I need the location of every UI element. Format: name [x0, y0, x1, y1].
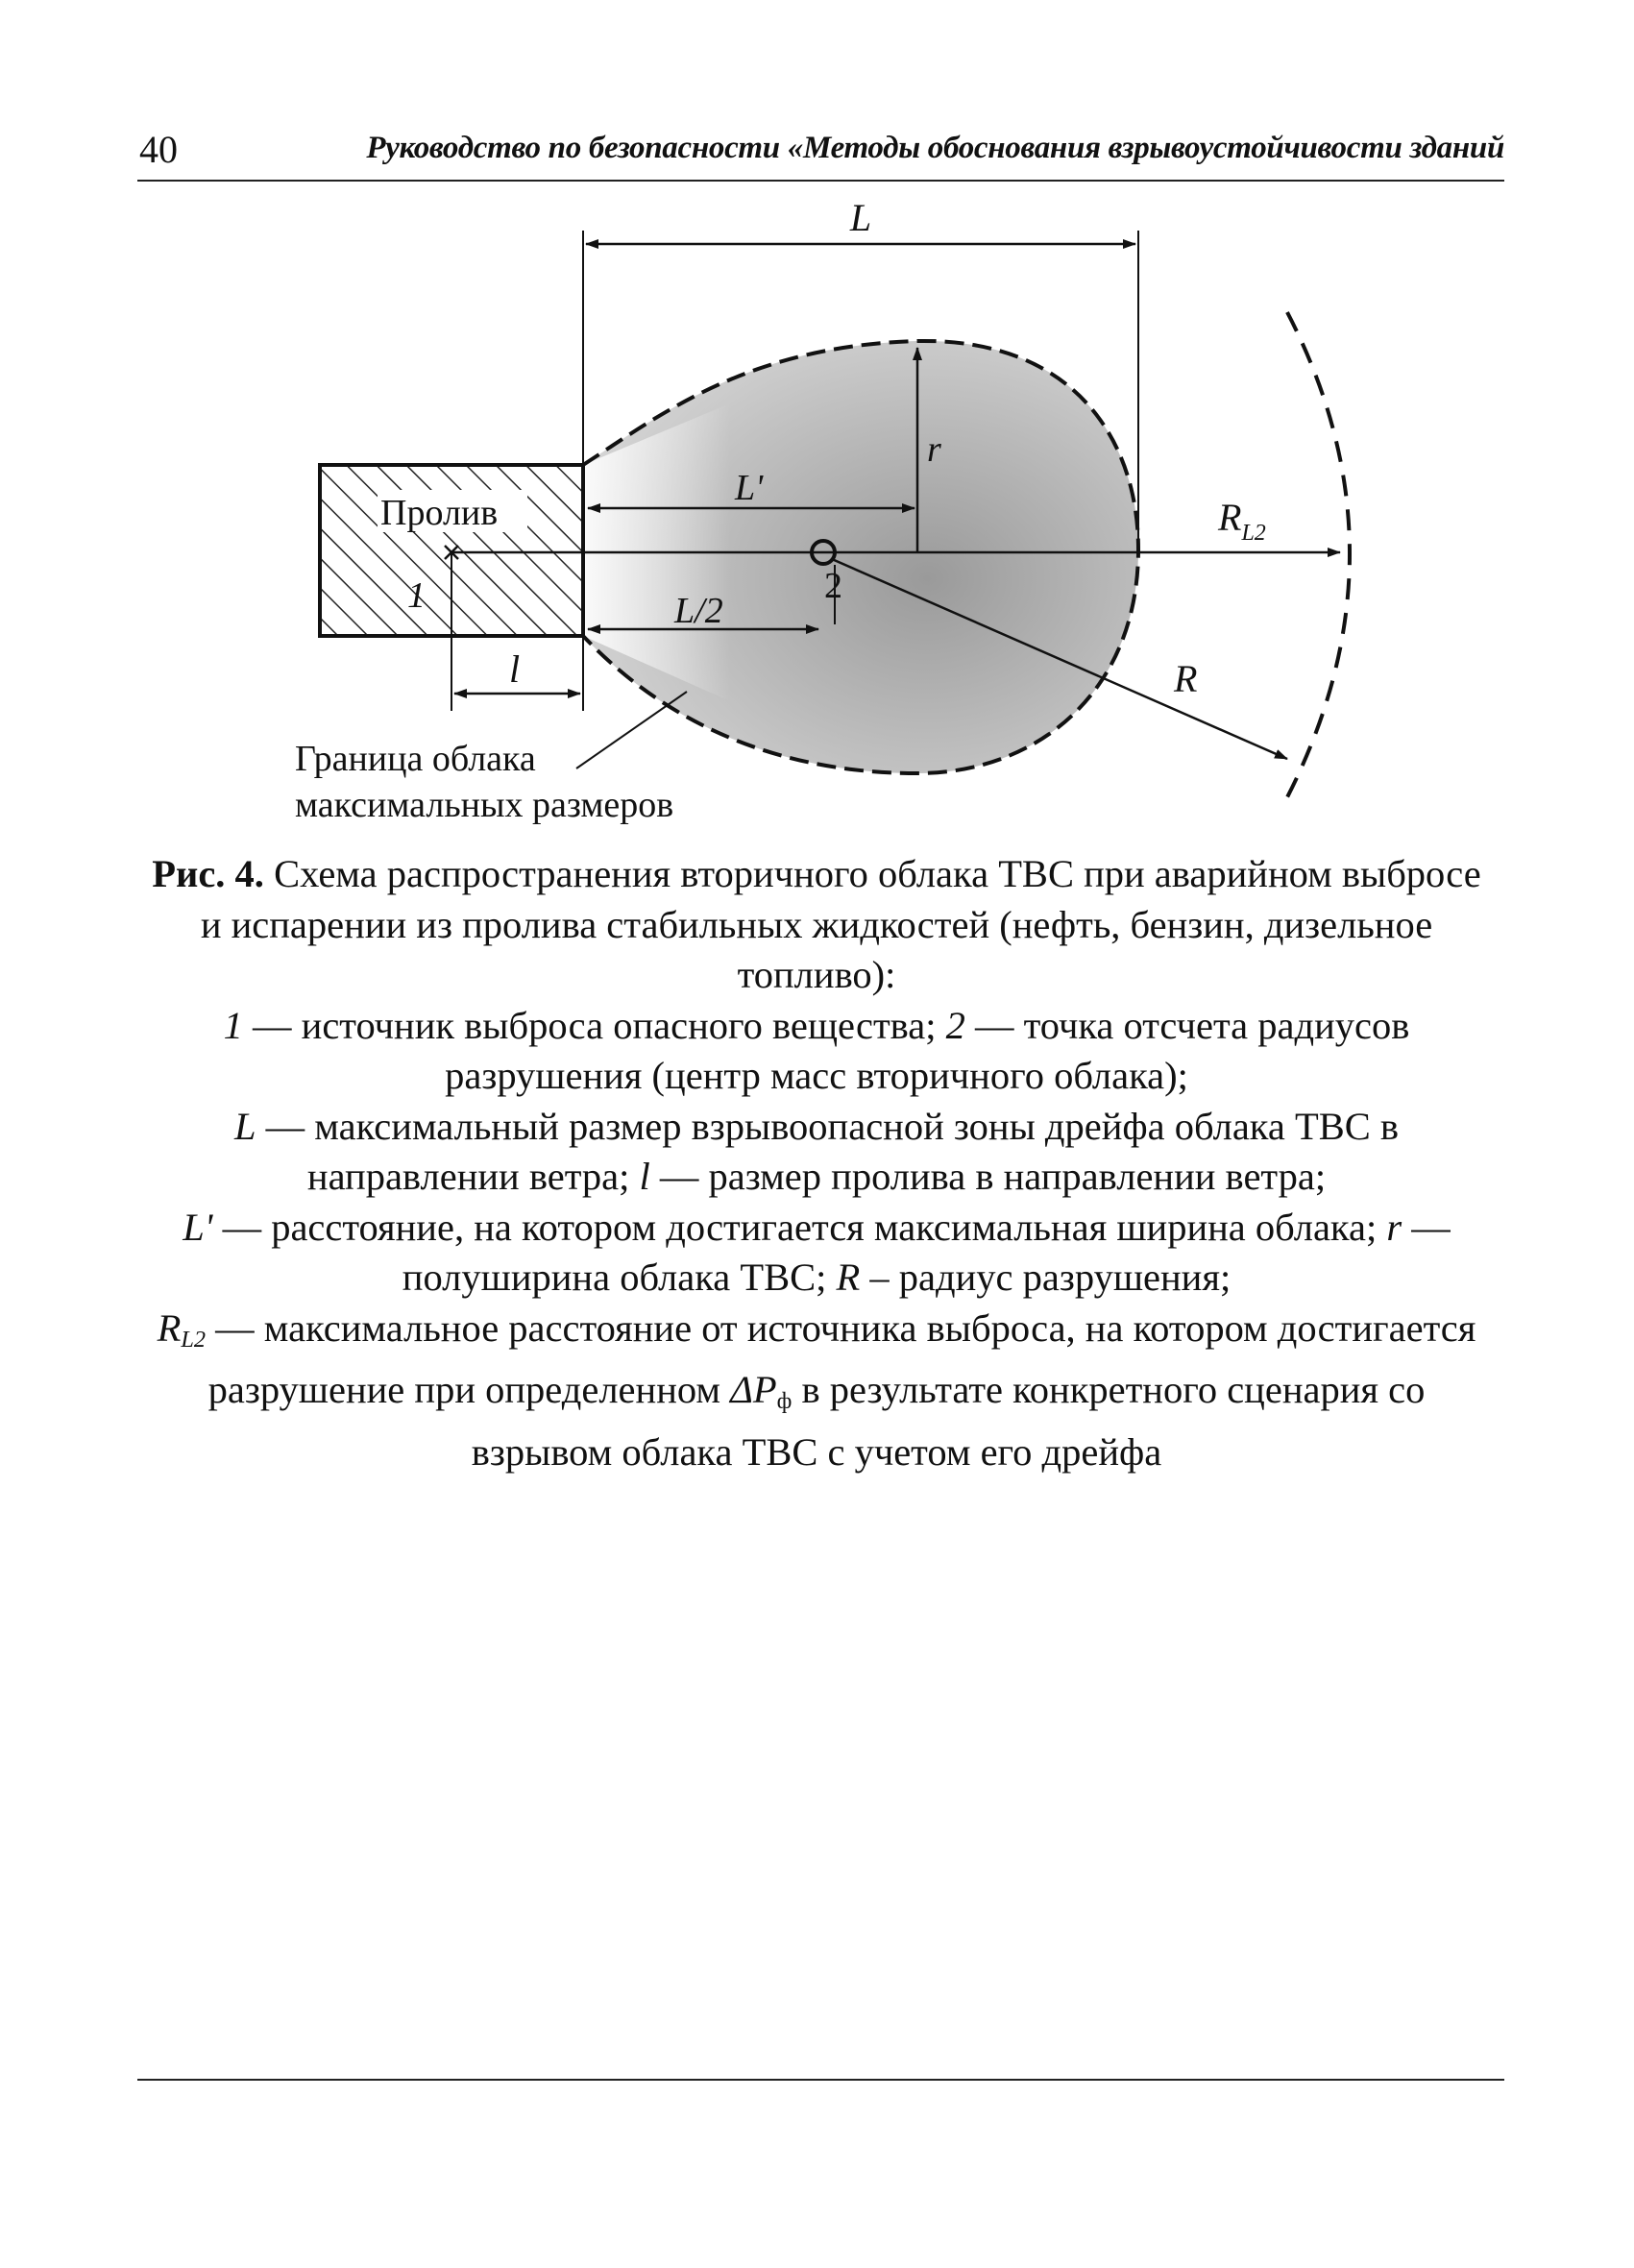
boundary-label-1: Граница облака — [295, 739, 536, 779]
label-L: L — [849, 196, 872, 239]
spill-label: Пролив — [380, 493, 499, 533]
running-title: Руководство по безопасности «Методы обоснования взрывоустойчивости зданий — [366, 131, 1504, 165]
caption-title-text: Схема распространения вторичного облака ТВС при аварийном выбросе и испарении из пролива стабильных жидкостей (нефть, бензин, дизельное топливо): — [200, 852, 1481, 996]
destruction-arc — [1287, 312, 1350, 797]
caption-title — [144, 849, 1489, 1001]
page-number: 40 — [139, 128, 178, 171]
caption-legend: 1 — источник выброса опасного вещества; 2 — точка отсчета радиусов разрушения (центр масс вторичного облака); L — максимальный размер взрывоопасной зоны дрейфа облака ТВС в направлении ветра; l — размер пролива в направлении ветра; L' — расстояние, на котором достигается максимальная ширина облака; r — полуширина облака ТВС; R – радиус разрушения; $R_{L2}$ — максимальное расстояние от источника выброса, на котором достигается разрушение при определенном $\Delta P_ф$ в результате конкретного сценария со взрывом облака ТВС с учетом его дрейфа — [157, 1003, 1476, 1474]
cloud-diagram — [0, 0, 1634, 845]
figure-caption — [144, 849, 1489, 1477]
label-point-2: 2 — [824, 566, 842, 606]
boundary-leader — [576, 692, 687, 768]
boundary-label-2: максимальных размеров — [295, 785, 674, 825]
caption-fig-label: Рис. 4. — [152, 852, 264, 895]
label-point-1: 1 — [407, 575, 426, 616]
label-l: l — [509, 647, 521, 691]
label-r: r — [927, 429, 941, 470]
footer-rule — [137, 2079, 1504, 2081]
label-L-half: L/2 — [674, 591, 723, 631]
label-R: R — [1174, 657, 1198, 700]
label-R-L2: $R_{L2}$ — [1218, 496, 1266, 546]
label-L-prime: L' — [735, 468, 764, 508]
